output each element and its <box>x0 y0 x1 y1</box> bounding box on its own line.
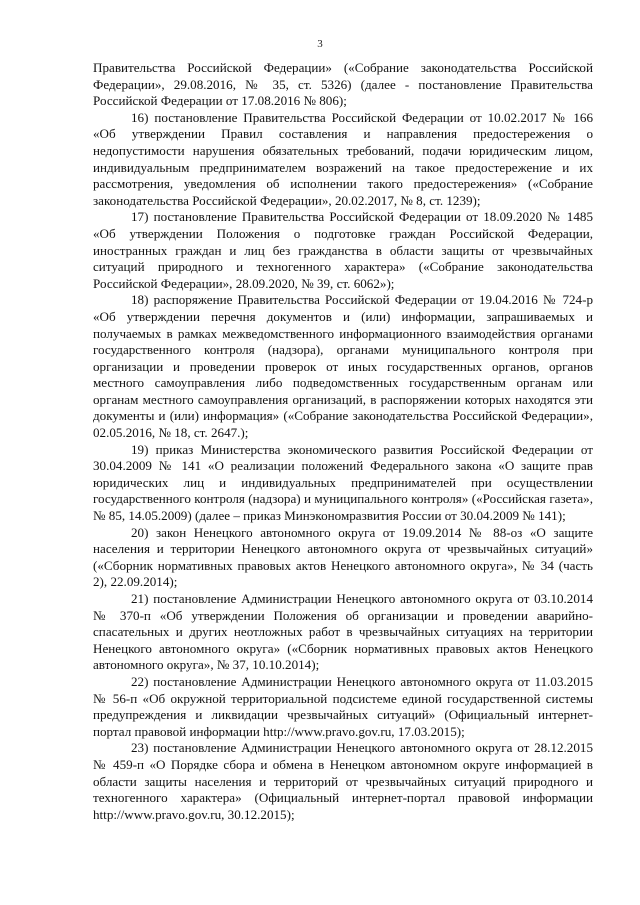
page-number: 3 <box>317 38 323 50</box>
document-body <box>93 60 593 823</box>
paragraph-item-21: 21) постановление Администрации Ненецкого автономного округа от 03.10.2014 № 370-п «Об утверждении Положения об организации и проведении аварийно-спасательных и других неотложных работ в чрезвычайных ситуациях на территории Ненецкого автономного округа» («Сборник нормативных правовых актов Ненецкого автономного округа», № 37, 10.10.2014); <box>93 591 593 673</box>
paragraph-continuation: Правительства Российской Федерации» («Собрание законодательства Российской Федерации», 29.08.2016, № 35, ст. 5326) (далее - постановление Правительства Российской Федерации от 17.08.2016 № 806); <box>93 60 593 109</box>
paragraph-item-18: 18) распоряжение Правительства Российской Федерации от 19.04.2016 № 724-р «Об утверждении перечня документов и (или) информации, запрашиваемых и получаемых в рамках межведомственного информационного взаимодействия органами государственного контроля (надзора), органами муниципального контроля при организации и проведении проверок от иных государственных органов, органов местного самоуправления либо подведомственных государственным органам или органам местного самоуправления организаций, в распоряжении которых находятся эти документы и (или) информация» («Собрание законодательства Российской Федерации», 02.05.2016, № 18, ст. 2647.); <box>93 292 593 441</box>
paragraph-item-20: 20) закон Ненецкого автономного округа от 19.09.2014 № 88-оз «О защите населения и территории Ненецкого автономного округа от чрезвычайных ситуаций» («Сборник нормативных правовых актов Ненецкого автономного округа», № 34 (часть 2), 22.09.2014); <box>93 524 593 590</box>
paragraph-item-17: 17) постановление Правительства Российской Федерации от 18.09.2020 № 1485 «Об утверждении Положения о подготовке граждан Российской Федерации, иностранных граждан и лиц без гражданства в области защиты от чрезвычайных ситуаций природного и техногенного характера» («Собрание законодательства Российской Федерации», 28.09.2020, № 39, ст. 6062»); <box>93 209 593 291</box>
paragraph-item-19: 19) приказ Министерства экономического развития Российской Федерации от 30.04.2009 № 141 «О реализации положений Федерального закона «О защите прав юридических лиц и индивидуальных предпринимателей при осуществлении государственного контроля (надзора) и муниципального контроля» («Российская газета», № 85, 14.05.2009) (далее – приказ Минэкономразвития России от 30.04.2009 № 141); <box>93 441 593 524</box>
paragraph-item-22: 22) постановление Администрации Ненецкого автономного округа от 11.03.2015 № 56-п «Об окружной территориальной подсистеме единой государственной системы предупреждения и ликвидации чрезвычайных ситуаций» (Официальный интернет-портал правовой информации http://www.pravo.gov.ru, 17.03.2015); <box>93 673 593 739</box>
paragraph-item-23: 23) постановление Администрации Ненецкого автономного округа от 28.12.2015 № 459-п «О Порядке сбора и обмена в Ненецком автономном округе информацией в области защиты населения и территорий от чрезвычайных ситуаций природного и техногенного характера» (Официальный интернет-портал правовой информации http://www.pravo.gov.ru, 30.12.2015); <box>93 740 593 822</box>
paragraph-item-16: 16) постановление Правительства Российской Федерации от 10.02.2017 № 166 «Об утверждении Правил составления и направления предостережения о недопустимости нарушения обязательных требований, подачи юридическим лицом, индивидуальным предпринимателем возражений на такое предостережение и их рассмотрения, уведомления об исполнении такого предостережения» («Собрание законодательства Российской Федерации», 20.02.2017, № 8, ст. 1239); <box>93 109 593 208</box>
